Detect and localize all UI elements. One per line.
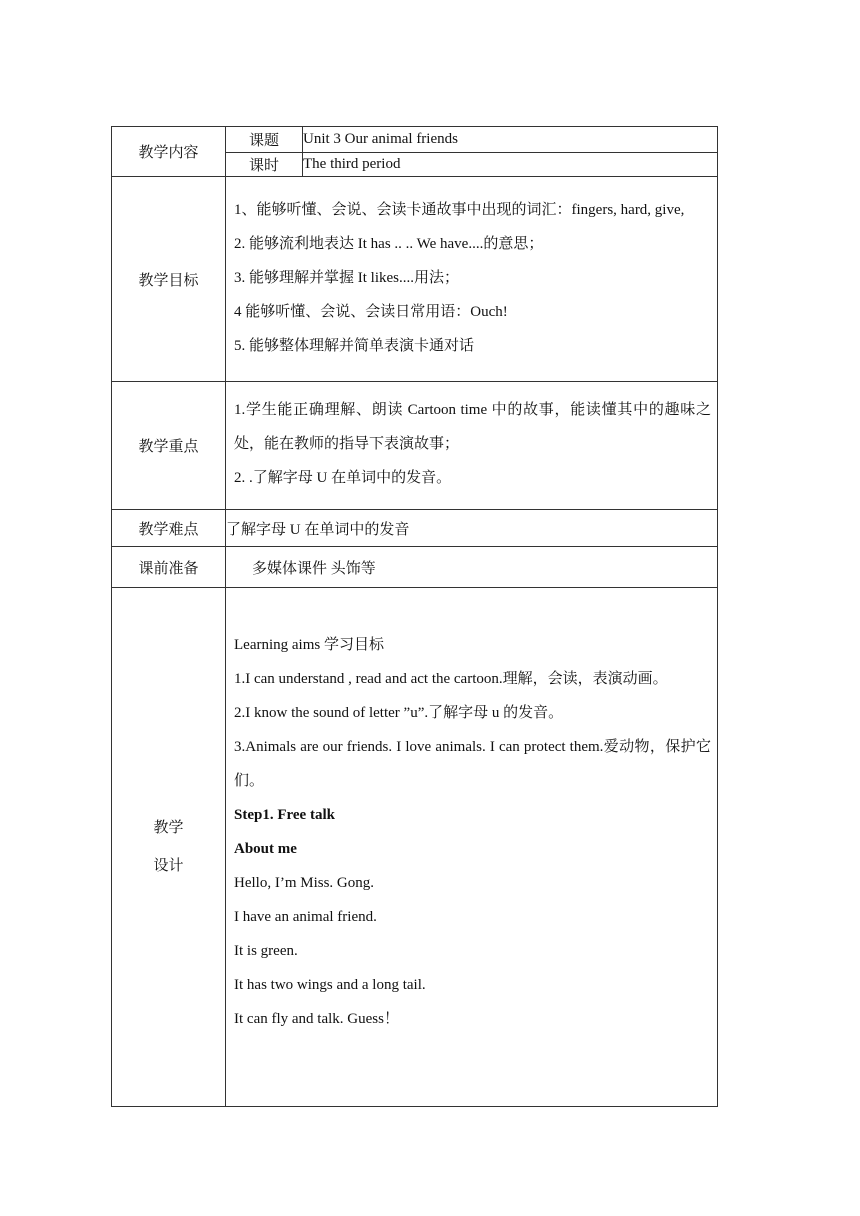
preparation-label: 课前准备 [112, 547, 226, 588]
design-cell [226, 588, 718, 1107]
talk-line: Hello, I’m Miss. Gong. [234, 875, 374, 891]
objectives-row [112, 177, 718, 382]
key-point-item: 2. .了解字母 U 在单词中的发音。 [234, 470, 452, 486]
period-value: The third period [303, 153, 718, 177]
aim-item: 2.I know the sound of letter ”u”.了解字母 u 的发音。 [234, 705, 564, 721]
lesson-plan-table [111, 126, 718, 1107]
objectives-label: 教学目标 [112, 177, 226, 382]
step-title: Step1. Free talk [234, 807, 335, 823]
objectives-cell [226, 177, 718, 382]
aims-title: Learning aims 学习目标 [234, 637, 384, 653]
design-label-line1: 教学 [153, 820, 184, 836]
key-point-item: 1.学生能正确理解、朗读 Cartoon time 中的故事，能读懂其中的趣味之处，能在教师的指导下表演故事； [234, 402, 711, 452]
objective-item: 3. 能够理解并掌握 It likes....用法； [234, 269, 459, 286]
objective-item: 4 能够听懂、会说、会读日常用语：Ouch! [234, 303, 508, 320]
topic-value: Unit 3 Our animal friends [303, 127, 718, 153]
talk-line: I have an animal friend. [234, 909, 377, 925]
aim-item: 1.I can understand , read and act the cartoon.理解，会读，表演动画。 [234, 671, 668, 687]
difficulties-value: 了解字母 U 在单词中的发音 [226, 510, 718, 547]
period-label: 课时 [226, 153, 303, 177]
design-row [112, 588, 718, 1107]
difficulties-label: 教学难点 [112, 510, 226, 547]
objective-item: 5. 能够整体理解并简单表演卡通对话 [234, 337, 475, 354]
about-me-title: About me [234, 841, 297, 857]
talk-line: It is green. [234, 943, 298, 959]
talk-line: It can fly and talk. Guess！ [234, 1011, 399, 1027]
topic-row [112, 127, 718, 153]
preparation-row [112, 547, 718, 588]
key-points-label: 教学重点 [112, 382, 226, 510]
talk-line: It has two wings and a long tail. [234, 977, 426, 993]
preparation-value: 多媒体课件 头饰等 [226, 547, 718, 588]
objective-item: 1、能够听懂、会说、会读卡通故事中出现的词汇：fingers, hard, give, [234, 201, 685, 218]
topic-label: 课题 [226, 127, 303, 153]
difficulties-row [112, 510, 718, 547]
content-label: 教学内容 [112, 127, 226, 177]
design-label-cell [112, 588, 226, 1107]
objective-item: 2. 能够流利地表达 It has .. .. We have....的意思； [234, 235, 544, 252]
design-label-line2: 设计 [153, 858, 184, 874]
key-points-row [112, 382, 718, 510]
key-points-cell [226, 382, 718, 510]
aim-item: 3.Animals are our friends. I love animals. I can protect them.爱动物，保护它们。 [234, 739, 711, 789]
